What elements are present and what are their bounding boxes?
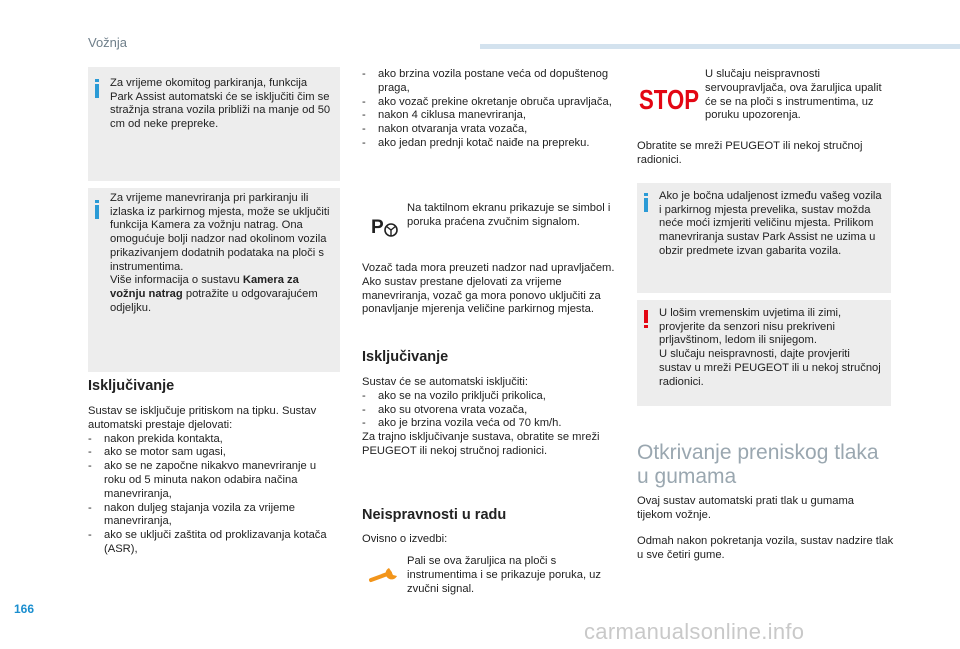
info-text: Ako je bočna udaljenost između vašeg vozila i parkirnog mjesta prevelika, sustav možda neće moći izmjeriti veličinu mjesta. Prilikom manevriranja sustav Park Assist ne uzima u obzir predmete izvan gabarita vozila. [659, 190, 882, 257]
tpms-para2: Odmah nakon pokretanja vozila, sustav nadzire tlak u sve četiri gume. [637, 535, 894, 561]
more-bold: Kamera za vožnju natrag [110, 274, 299, 300]
svg-text:P: P [371, 217, 384, 238]
list-item: - ako se motor sam ugasi, [88, 446, 338, 460]
park-assist-icon [370, 213, 400, 239]
more-prefix: Više informacija o sustavu [110, 274, 243, 287]
info-camera-text: Za vrijeme manevriranja pri parkiranju ili izlaska iz parkirnog mjesta, može se uključiti funkcija Kamera za vožnju natrag. Ona omogućuje bolji nadzor nad okolinom vozila prikazivanjem dodatnih podataka na ploči s instrumentima. [110, 192, 330, 273]
col2-list-block [362, 68, 617, 151]
section-header: Vožnja [88, 35, 128, 50]
col1-intro: Sustav se isključuje pritiskom na tipku. Sustav automatski prestaje djelovati: [88, 405, 317, 431]
screen-note: Na taktilnom ekranu prikazuje se simbol i poruka praćena zvučnim signalom. [407, 202, 611, 228]
heading-switching-off-2: Isključivanje [362, 349, 449, 365]
list-item: - nakon prekida kontakta, [88, 433, 338, 447]
more-suffix: potražite u odgovarajućem odjeljku. [110, 287, 318, 314]
stop-note: U slučaju neispravnosti servoupravljača, ova žaruljica upalit će se na ploči s instrumentima, uz poruku upozorenja. [705, 68, 882, 122]
lamp-note: Pali se ova žaruljica na ploči s instrumentima i se prikazuje poruka, uz zvučni signal. [407, 555, 602, 595]
contact-network: Obratite se mreži PEUGEOT ili nekoj stručnoj radionici. [637, 140, 863, 166]
heading-switching-off: Isključivanje [88, 378, 175, 394]
list-item: - ako jedan prednji kotač naiđe na prepreku. [362, 137, 617, 151]
info-text: Za vrijeme okomitog parkiranja, funkcija Park Assist automatski će se isključiti čim se stražnja strana vozila približi na manje od 50 cm od neke prepreke. [110, 77, 331, 131]
heading-malfunctions: Neispravnosti u radu [362, 507, 507, 523]
list-item: - ako su otvorena vrata vozača, [362, 404, 617, 418]
list-item: - nakon duljeg stajanja vozila za vrijeme manevriranja, [88, 502, 338, 530]
header-bar [480, 44, 960, 49]
list-item: - ako vozač prekine okretanje obruča upravljača, [362, 96, 617, 110]
warning-text: U lošim vremenskim uvjetima ili zimi, provjerite da senzori nisu prekriveni prljavštinom, ledom ili snijegom. U slučaju neispravnosti, dajte provjeriti sustav u mreži PEUGEOT ili u nekoj stručnoj radionici. [659, 307, 881, 388]
section-title [637, 441, 897, 489]
info-box-perpendicular [88, 67, 340, 181]
list-item: - nakon otvaranja vrata vozača, [362, 123, 617, 137]
stop-warning-icon [638, 84, 702, 115]
watermark: carmanualsonline.info [584, 619, 805, 644]
info-camera-more [110, 274, 332, 315]
page-number: 166 [14, 602, 35, 616]
list-item: - ako brzina vozila postane veća od dopuštenog praga, [362, 68, 617, 96]
section-title-line1: Otkrivanje preniskog tlaka [637, 441, 879, 464]
permanent-off: Za trajno isključivanje sustava, obratite se mreži PEUGEOT ili nekoj stručnoj radionici. [362, 431, 600, 457]
col1-body [88, 405, 338, 557]
list-item: - ako je brzina vozila veća od 70 km/h. [362, 417, 617, 431]
list-item: - nakon 4 ciklusa manevriranja, [362, 109, 617, 123]
warning-box-weather [637, 300, 891, 406]
warning-marker-icon [644, 310, 648, 323]
svg-text:STOP: STOP [639, 84, 699, 115]
list-item: - ako se ne započne nikakvo manevriranje u roku od 5 minuta nakon odabira načina manevriranja, [88, 460, 338, 501]
col2-list [362, 68, 617, 151]
wrench-icon [368, 565, 400, 587]
depending-text: Ovisno o izvedbi: [362, 533, 448, 545]
col2-intro: Sustav će se automatski isključiti: [362, 376, 529, 388]
driver-text: Vozač tada mora preuzeti nadzor nad upravljačem. Ako sustav prestane djelovati za vrijeme manevriranja, vozač ga mora ponovo uključiti za ponavljanje mjerenja veličine parkirnog mjesta. [362, 262, 615, 316]
info-marker-icon [644, 198, 648, 212]
tpms-para1: Ovaj sustav automatski prati tlak u gumama tijekom vožnje. [637, 495, 855, 521]
col1-list [88, 433, 338, 557]
section-title-line2: u gumama [637, 465, 737, 488]
col2-body [362, 376, 617, 459]
info-marker-icon [95, 84, 99, 98]
col2-list2 [362, 390, 617, 431]
info-box-camera [88, 188, 340, 372]
info-text [110, 192, 332, 315]
list-item: - ako se uključi zaštita od proklizavanja kotača (ASR), [88, 529, 338, 557]
list-item: - ako se na vozilo priključi prikolica, [362, 390, 617, 404]
info-box-lateral-distance [637, 183, 891, 293]
info-marker-icon [95, 205, 99, 219]
